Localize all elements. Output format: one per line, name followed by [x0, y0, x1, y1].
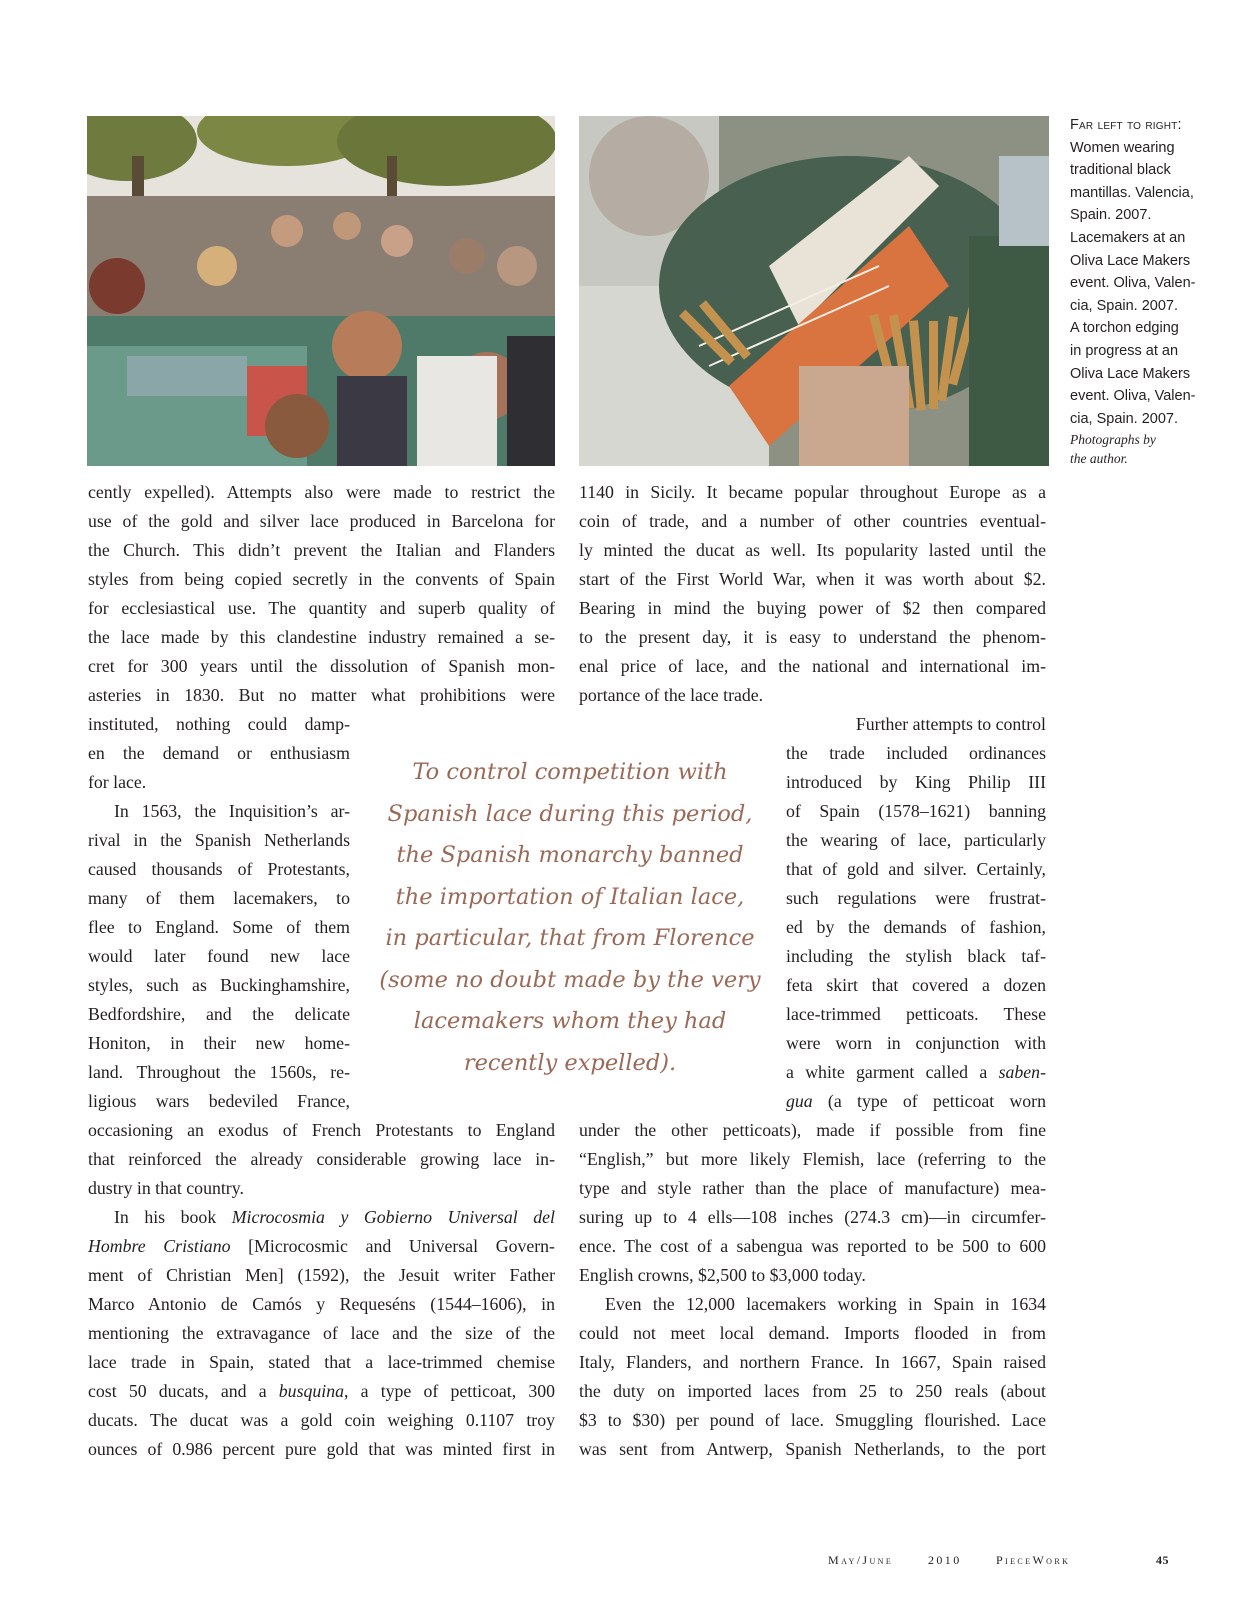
text-line: would later found new lace — [88, 946, 350, 966]
text-line: cret for 300 years until the dissolution of Spanish mon- — [88, 656, 555, 676]
text-line: feta skirt that covered a dozen — [786, 975, 1046, 995]
text-line: for ecclesiastical use. The quantity and superb quality of — [88, 598, 555, 618]
text-line: lace trade in Spain, stated that a lace-trimmed chemise — [88, 1352, 555, 1372]
text-line: 1140 in Sicily. It became popular throughout Europe as a — [579, 482, 1046, 502]
text-line: ligious wars bedeviled France, — [88, 1091, 350, 1111]
text-line: ly minted the ducat as well. Its popularity lasted until the — [579, 540, 1046, 560]
text-line: ducats. The ducat was a gold coin weighing 0.1107 troy — [88, 1410, 555, 1430]
caption-line: Spain. 2007. — [1070, 207, 1152, 224]
text-line: Bedfordshire, and the delicate — [88, 1004, 350, 1024]
text-line: the trade included ordinances — [786, 743, 1046, 763]
text-line: occasioning an exodus of French Protestants to England — [88, 1120, 555, 1140]
photo-caption — [1070, 114, 1220, 468]
text-line: rival in the Spanish Netherlands — [88, 830, 350, 850]
text-line: use of the gold and silver lace produced in Barcelona for — [88, 511, 555, 531]
caption-credit: the author. — [1070, 451, 1128, 467]
caption-line: event. Oliva, Valen- — [1070, 388, 1196, 405]
text-run: (a type of petticoat worn — [812, 1091, 1046, 1111]
caption-credit: Photographs by — [1070, 432, 1156, 448]
caption-line: Oliva Lace Makers — [1070, 252, 1191, 269]
page-number: 45 — [1156, 1553, 1169, 1567]
text-line: suring up to 4 ells—108 inches (274.3 cm)—in circumfer- — [579, 1207, 1046, 1227]
text-line — [786, 1058, 1046, 1087]
text-line: English crowns, $2,500 to $3,000 today. — [579, 1265, 866, 1285]
text-line: the Church. This didn’t prevent the Italian and Flanders — [88, 540, 555, 560]
text-line: Marco Antonio de Camós y Requeséns (1544–1606), in — [88, 1294, 555, 1314]
caption-line: mantillas. Valencia, — [1070, 184, 1194, 201]
crowd-photo-icon — [87, 116, 555, 466]
text-line — [88, 1377, 555, 1406]
text-line: instituted, nothing could damp- — [88, 714, 350, 734]
caption-line: Far left to right: — [1070, 117, 1182, 133]
text-line: enal price of lace, and the national and international im- — [579, 656, 1046, 676]
text-line: Even the 12,000 lacemakers working in Spain in 1634 — [605, 1294, 1046, 1314]
text-line: “English,” but more likely Flemish, lace (referring to the — [579, 1149, 1046, 1169]
pull-quote-line: Spanish lace during this period, — [387, 800, 753, 827]
text-line: to the present day, it is easy to understand the phenom- — [579, 627, 1046, 647]
text-line: caused thousands of Protestants, — [88, 859, 350, 879]
text-line: that reinforced the already considerable growing lace in- — [88, 1149, 555, 1169]
text-line: the wearing of lace, particularly — [786, 830, 1046, 850]
text-line: type and style rather than the place of manufacture) mea- — [579, 1178, 1046, 1198]
body-text-right-mid — [786, 710, 1046, 1116]
text-line: Further attempts to control — [855, 714, 1046, 734]
page-footer — [828, 1553, 1218, 1573]
pull-quote-line: To control competition with — [412, 759, 728, 785]
photo-lacemakers-crowd — [87, 116, 555, 466]
text-line: flee to England. Some of them — [88, 917, 350, 937]
text-line: were worn in conjunction with — [786, 1033, 1046, 1053]
text-line: including the stylish black taf- — [786, 946, 1046, 966]
text-line: under the other petticoats), made if possible from fine — [579, 1120, 1046, 1140]
caption-line: Oliva Lace Makers — [1070, 365, 1191, 382]
photo-bobbin-lace — [579, 116, 1049, 466]
text-line — [88, 1203, 555, 1232]
pull-quote-line: the importation of Italian lace, — [395, 883, 745, 910]
text-line: styles, such as Buckinghamshire, — [88, 975, 350, 995]
body-text-left-mid — [88, 710, 350, 1116]
pull-quote-line: in particular, that from Florence — [385, 925, 755, 951]
text-line — [88, 1232, 555, 1261]
text-line: ment of Christian Men] (1592), the Jesuit writer Father — [88, 1265, 555, 1285]
caption-line: Lacemakers at an — [1070, 229, 1186, 246]
bobbin-lace-photo-icon — [579, 116, 1049, 466]
text-line: portance of the lace trade. — [579, 685, 764, 705]
caption-line: in progress at an — [1070, 342, 1179, 359]
text-run: cost 50 ducats, and a — [88, 1381, 279, 1401]
text-line: introduced by King Philip III — [786, 772, 1046, 792]
text-line: was sent from Antwerp, Spanish Netherlands, to the port — [579, 1439, 1046, 1459]
text-line: ence. The cost of a sabengua was reported to be 500 to 600 — [579, 1236, 1046, 1256]
text-line — [786, 1087, 1046, 1116]
book-title: Microcosmia y Gobierno Universal del — [231, 1207, 555, 1227]
pull-quote-line: (some no doubt made by the very — [379, 966, 761, 993]
text-line: ed by the demands of fashion, — [786, 917, 1046, 937]
text-line: lace-trimmed petticoats. These — [786, 1004, 1046, 1024]
book-title: Hombre Cristiano — [88, 1236, 231, 1256]
text-line: asteries in 1830. But no matter what prohibitions were — [88, 685, 555, 705]
text-line: Bearing in mind the buying power of $2 then compared — [579, 598, 1046, 618]
body-text-left-top — [88, 478, 555, 710]
text-line: land. Throughout the 1560s, re- — [88, 1062, 350, 1082]
text-line: many of them lacemakers, to — [88, 888, 350, 908]
text-run: In his book — [114, 1207, 232, 1227]
text-line: In 1563, the Inquisition’s ar- — [114, 801, 350, 821]
body-text-right-top — [579, 478, 1046, 710]
text-line: for lace. — [88, 772, 147, 792]
pull-quote-line: the Spanish monarchy banned — [396, 842, 744, 868]
text-line: that of gold and silver. Certainly, — [786, 859, 1046, 879]
text-line: ounces of 0.986 percent pure gold that was minted first in — [88, 1439, 555, 1459]
pull-quote-line: lacemakers whom they had — [413, 1008, 727, 1034]
text-line: en the demand or enthusiasm — [88, 743, 350, 763]
pull-quote-line: recently expelled). — [463, 1049, 677, 1076]
caption-line: event. Oliva, Valen- — [1070, 275, 1196, 292]
term-sabengua: saben- — [998, 1062, 1046, 1082]
term-sabengua: gua — [786, 1091, 813, 1111]
pull-quote — [375, 752, 765, 1084]
text-line: mentioning the extravagance of lace and the size of the — [88, 1323, 555, 1343]
text-line: styles from being copied secretly in the convents of Spain — [88, 569, 555, 589]
footer-year: 2010 — [928, 1553, 962, 1567]
text-run: , a type of petticoat, 300 — [344, 1381, 556, 1401]
footer-magazine: PieceWork — [996, 1553, 1071, 1567]
text-line: cently expelled). Attempts also were made to restrict the — [88, 482, 555, 502]
text-line: Honiton, in their new home- — [88, 1033, 350, 1053]
text-run: a white garment called a — [786, 1062, 999, 1082]
text-line: such regulations were frustrat- — [786, 888, 1046, 908]
text-line: could not meet local demand. Imports flooded in from — [579, 1323, 1046, 1343]
text-line: the duty on imported laces from 25 to 250 reals (about — [579, 1381, 1046, 1401]
text-line: $3 to $30) per pound of lace. Smuggling flourished. Lace — [579, 1410, 1046, 1430]
text-line: the lace made by this clandestine industry remained a se- — [88, 627, 555, 647]
text-line: Italy, Flanders, and northern France. In 1667, Spain raised — [579, 1352, 1046, 1372]
footer-issue: May/June — [828, 1553, 894, 1567]
text-line: dustry in that country. — [88, 1178, 244, 1198]
text-line: coin of trade, and a number of other countries eventual- — [579, 511, 1046, 531]
caption-line: Women wearing — [1070, 139, 1175, 156]
text-line: of Spain (1578–1621) banning — [786, 801, 1046, 821]
body-text-left-bottom — [88, 1116, 555, 1464]
caption-line: cia, Spain. 2007. — [1070, 297, 1179, 314]
caption-line: traditional black — [1070, 162, 1171, 179]
caption-line: cia, Spain. 2007. — [1070, 410, 1179, 427]
body-text-right-bottom — [579, 1116, 1046, 1464]
term-busquina: busquina — [278, 1381, 344, 1401]
caption-line: A torchon edging — [1070, 320, 1179, 337]
text-line: start of the First World War, when it was worth about $2. — [579, 569, 1046, 589]
text-run: [Microcosmic and Universal Govern- — [230, 1236, 555, 1256]
